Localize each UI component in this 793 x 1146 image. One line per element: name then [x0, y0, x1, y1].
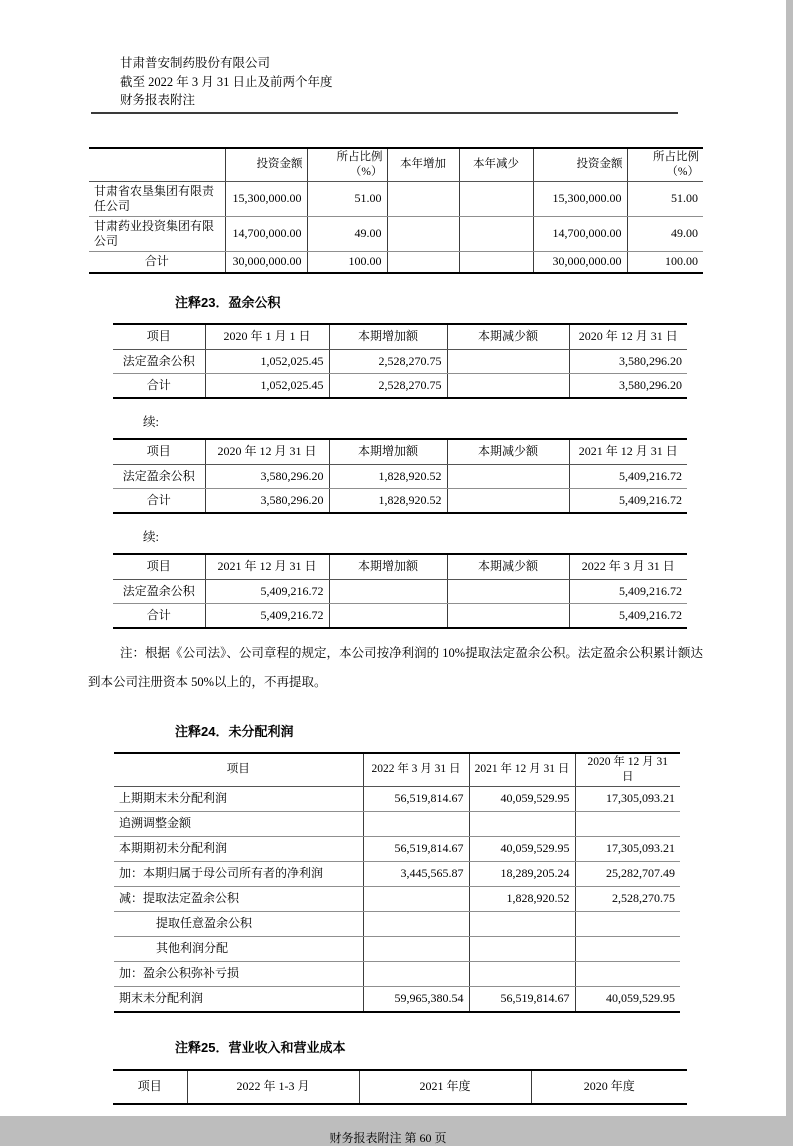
continued-label: 续: — [143, 529, 159, 544]
column-header: 投资金额 — [225, 148, 307, 182]
table-row — [114, 936, 680, 961]
column-header: 投资金额 — [533, 148, 627, 182]
table-cell: 56,519,814.67 — [363, 786, 469, 811]
table-cell: 51.00 — [627, 181, 703, 216]
table-cell: 合计 — [146, 377, 171, 392]
column-header: 项目 — [114, 753, 363, 787]
table-cell: 56,519,814.67 — [469, 986, 575, 1012]
table-cell: 1,828,920.52 — [469, 886, 575, 911]
company-name: 甘肃普安制药股份有限公司 — [120, 56, 271, 70]
table-cell: 3,580,296.20 — [569, 349, 687, 373]
table-cell — [363, 886, 469, 911]
column-header: 所占比例（%） — [307, 148, 387, 182]
table-cell — [575, 911, 680, 936]
table-cell: 17,305,093.21 — [575, 836, 680, 861]
column-header: 项目 — [113, 324, 205, 350]
table-cell — [469, 961, 575, 986]
table-cell: 法定盈余公积 — [113, 349, 205, 373]
table-cell — [469, 811, 575, 836]
column-header: 2021 年度 — [359, 1070, 531, 1104]
table-cell: 加：盈余公积弥补亏损 — [114, 961, 363, 986]
header-rule — [91, 112, 678, 114]
table-cell — [447, 349, 569, 373]
table-cell — [575, 811, 680, 836]
table-cell: 1,828,920.52 — [329, 488, 447, 513]
table-row — [89, 251, 703, 273]
table-cell — [447, 373, 569, 398]
document-type: 财务报表附注 — [120, 93, 196, 107]
column-header: 2020 年 12 月 31 日 — [575, 753, 680, 787]
table-cell: 法定盈余公积 — [113, 579, 205, 603]
table-cell: 5,409,216.72 — [205, 579, 329, 603]
table-cell — [329, 603, 447, 628]
column-header: 2021 年 12 月 31 日 — [205, 554, 329, 580]
column-header: 项目 — [113, 439, 205, 465]
table-row — [114, 811, 680, 836]
table-cell: 2,528,270.75 — [329, 373, 447, 398]
section-title-note25: 注释25．营业收入和营业成本 — [175, 1039, 346, 1055]
table-cell: 上期期末未分配利润 — [114, 786, 363, 811]
column-header: 本期减少额 — [447, 324, 569, 350]
table-cell: 5,409,216.72 — [569, 579, 687, 603]
table-cell: 15,300,000.00 — [533, 181, 627, 216]
table-header-row — [113, 1070, 687, 1104]
table-cell — [447, 579, 569, 603]
column-header: 2022 年 1-3 月 — [187, 1070, 359, 1104]
table-cell: 甘肃药业投资集团有限公司 — [89, 216, 225, 251]
note24-table — [114, 752, 680, 1013]
table-cell — [363, 811, 469, 836]
table-cell: 期末未分配利润 — [119, 991, 204, 1005]
table-cell: 25,282,707.49 — [575, 861, 680, 886]
report-period: 截至 2022 年 3 月 31 日止及前两个年度 — [120, 74, 333, 89]
table-row — [113, 349, 687, 373]
table-cell: 3,580,296.20 — [569, 373, 687, 398]
table-cell: 40,059,529.95 — [469, 786, 575, 811]
table-cell: 5,409,216.72 — [569, 488, 687, 513]
column-header: 本期减少额 — [447, 439, 569, 465]
table-cell: 合计 — [146, 607, 171, 622]
table-cell: 法定盈余公积 — [113, 464, 205, 488]
column-header: 项目 — [113, 1070, 187, 1104]
table-cell: 本期期初未分配利润 — [114, 836, 363, 861]
table-cell: 14,700,000.00 — [533, 216, 627, 251]
table-cell — [447, 488, 569, 513]
table-cell: 49.00 — [627, 216, 703, 251]
column-header: 2020 年 12 月 31 日 — [569, 324, 687, 350]
table-header-row — [113, 439, 687, 465]
column-header: 项目 — [113, 554, 205, 580]
table-row — [114, 886, 680, 911]
column-header: 本期增加额 — [329, 554, 447, 580]
table-row — [114, 911, 680, 936]
column-header: 本年减少 — [459, 148, 533, 182]
table-cell: 14,700,000.00 — [225, 216, 307, 251]
table-row — [113, 488, 687, 513]
table-cell — [459, 251, 533, 273]
table-cell: 1,828,920.52 — [329, 464, 447, 488]
column-header: 2020 年 1 月 1 日 — [205, 324, 329, 350]
table-cell — [363, 961, 469, 986]
column-header: 2022 年 3 月 31 日 — [363, 753, 469, 787]
table-cell — [447, 603, 569, 628]
table-row — [89, 181, 703, 216]
table-cell: 1,052,025.45 — [205, 349, 329, 373]
column-header: 本年增加 — [387, 148, 459, 182]
table-cell — [575, 961, 680, 986]
note23-table-1 — [113, 323, 687, 399]
table-cell: 追溯调整金额 — [114, 811, 363, 836]
table-cell: 加：本期归属于母公司所有者的净利润 — [114, 861, 363, 886]
table-row — [89, 216, 703, 251]
table-cell — [575, 936, 680, 961]
table-cell: 30,000,000.00 — [225, 251, 307, 273]
table-row — [114, 861, 680, 886]
table-cell: 5,409,216.72 — [569, 603, 687, 628]
note25-table — [113, 1069, 687, 1105]
section-title-note24: 注释24．未分配利润 — [175, 723, 294, 739]
note23-table-3 — [113, 553, 687, 629]
table-cell: 59,965,380.54 — [363, 986, 469, 1012]
table-cell: 合计 — [144, 254, 169, 268]
table-cell — [329, 579, 447, 603]
table-header-row — [113, 324, 687, 350]
table-cell: 100.00 — [627, 251, 703, 273]
document-header — [120, 0, 786, 110]
table-cell: 40,059,529.95 — [469, 836, 575, 861]
column-header — [89, 148, 225, 182]
column-header: 2020 年 12 月 31 日 — [205, 439, 329, 465]
section-title-note23: 注释23．盈余公积 — [175, 294, 281, 310]
table-cell: 甘肃省农垦集团有限责任公司 — [89, 181, 225, 216]
column-header: 2022 年 3 月 31 日 — [569, 554, 687, 580]
table-cell — [387, 216, 459, 251]
table-row — [114, 986, 680, 1012]
table-cell: 30,000,000.00 — [533, 251, 627, 273]
page-footer: 财务报表附注 第 60 页 — [329, 1130, 447, 1145]
table-cell: 15,300,000.00 — [225, 181, 307, 216]
table-cell: 减：提取法定盈余公积 — [114, 886, 363, 911]
table-cell: 5,409,216.72 — [205, 603, 329, 628]
table-cell: 2,528,270.75 — [575, 886, 680, 911]
table-row — [114, 786, 680, 811]
table-row — [113, 603, 687, 628]
table-cell: 3,445,565.87 — [363, 861, 469, 886]
column-header: 所占比例（%） — [627, 148, 703, 182]
table-cell — [363, 936, 469, 961]
table-cell: 40,059,529.95 — [575, 986, 680, 1012]
table-cell: 56,519,814.67 — [363, 836, 469, 861]
table-cell — [459, 216, 533, 251]
column-header: 2021 年 12 月 31 日 — [469, 753, 575, 787]
table-cell — [387, 251, 459, 273]
column-header: 2021 年 12 月 31 日 — [569, 439, 687, 465]
table-cell: 5,409,216.72 — [569, 464, 687, 488]
table-cell: 合计 — [146, 492, 171, 507]
continued-label: 续: — [143, 414, 159, 429]
table-cell: 100.00 — [307, 251, 387, 273]
table-cell: 51.00 — [307, 181, 387, 216]
table-cell — [447, 464, 569, 488]
table-row — [113, 373, 687, 398]
investment-table — [89, 147, 703, 274]
table-cell: 3,580,296.20 — [205, 464, 329, 488]
table-cell — [469, 911, 575, 936]
table-header-row — [114, 753, 680, 787]
table-cell: 1,052,025.45 — [205, 373, 329, 398]
table-header-row — [113, 554, 687, 580]
table-cell: 提取任意盈余公积 — [114, 911, 363, 936]
table-header-row — [89, 148, 703, 182]
column-header: 2020 年度 — [531, 1070, 687, 1104]
table-cell — [387, 181, 459, 216]
table-row — [114, 961, 680, 986]
table-row — [113, 579, 687, 603]
table-cell: 17,305,093.21 — [575, 786, 680, 811]
table-cell: 3,580,296.20 — [205, 488, 329, 513]
note23-remark: 注：根据《公司法》、公司章程的规定，本公司按净利润的 10%提取法定盈余公积。法定盈余公积累计额达到本公司注册资本 50%以上的，不再提取。 — [88, 645, 703, 689]
table-cell: 18,289,205.24 — [469, 861, 575, 886]
column-header: 本期增加额 — [329, 324, 447, 350]
note23-table-2 — [113, 438, 687, 514]
column-header: 本期增加额 — [329, 439, 447, 465]
table-cell: 其他利润分配 — [114, 936, 363, 961]
table-cell: 49.00 — [307, 216, 387, 251]
table-row — [114, 836, 680, 861]
table-cell — [469, 936, 575, 961]
column-header: 本期减少额 — [447, 554, 569, 580]
table-row — [113, 464, 687, 488]
table-cell: 2,528,270.75 — [329, 349, 447, 373]
table-cell — [363, 911, 469, 936]
table-cell — [459, 181, 533, 216]
